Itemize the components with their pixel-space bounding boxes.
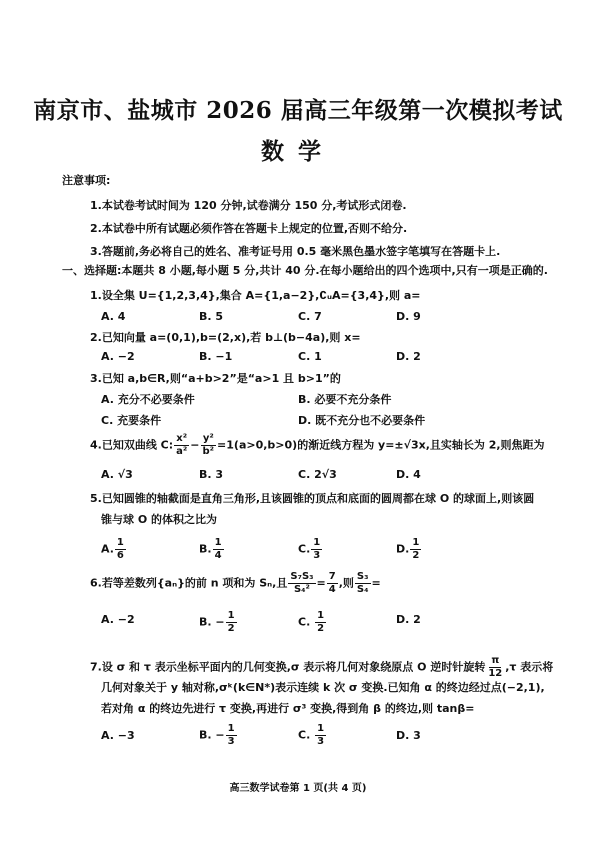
q5-b-num: 1 xyxy=(214,537,222,548)
q6-b-num: 1 xyxy=(227,610,235,621)
q5-d-den: 2 xyxy=(412,550,420,561)
q4-option-b: B. 3 xyxy=(199,468,224,481)
q5-c-num: 1 xyxy=(313,537,321,548)
q6-then: ,则 xyxy=(338,576,354,590)
section-heading: 一、选择题:本题共 8 小题,每小题 5 分,共计 40 分.在每小题给出的四个选项中,只有一项是正确的. xyxy=(62,264,548,277)
q5-a-den: 6 xyxy=(116,550,124,561)
q2-option-d: D. 2 xyxy=(396,350,421,363)
exam-subject: 数学 xyxy=(261,138,335,165)
q6-option-b xyxy=(199,610,238,635)
q4-stem-part1: 4.已知双曲线 C: xyxy=(90,438,174,452)
q2-option-c: C. 1 xyxy=(298,350,322,363)
q4-frac-y-num: y² xyxy=(202,433,214,444)
q4-frac-y-den: b² xyxy=(202,446,215,457)
q4-stem-part2: =1(a>0,b>0)的渐近线方程为 y=±√3x,且实轴长为 2,则焦距为 xyxy=(217,438,545,452)
q4-frac-x-num: x² xyxy=(176,433,188,444)
question-1-stem: 1.设全集 U={1,2,3,4},集合 A={1,a−2},∁ᵤA={3,4},则 a= xyxy=(90,289,421,302)
q4-frac-y xyxy=(201,433,217,458)
question-7-stem-line3: 若对角 α 的终边先进行 τ 变换,再进行 σ³ 变换,得到角 β 的终边,则 tanβ= xyxy=(101,702,475,715)
exam-title: 南京市、盐城市 2026 届高三年级第一次模拟考试 xyxy=(33,97,563,124)
question-6-stem xyxy=(90,571,381,596)
q4-option-a: A. √3 xyxy=(101,468,133,481)
q1-option-a: A. 4 xyxy=(101,310,126,323)
question-7-stem-line2: 几何对象关于 y 轴对称,σᵏ(k∈N*)表示连续 k 次 σ 变换.已知角 α 的终边经过点(−2,1), xyxy=(101,681,545,694)
q4-frac-x xyxy=(174,433,189,458)
question-5-stem-line2: 锥与球 O 的体积之比为 xyxy=(101,513,218,526)
q3-option-a: A. 充分不必要条件 xyxy=(101,393,195,406)
q7-option-d: D. 3 xyxy=(396,729,421,742)
q6-c-den: 2 xyxy=(317,623,325,634)
q7-option-b xyxy=(199,723,238,748)
q3-option-b: B. 必要不充分条件 xyxy=(298,393,392,406)
q6-option-c: C. $\frac{1}{2}$ xyxy=(298,610,325,634)
q5-option-b xyxy=(199,537,225,562)
q6-ask-num: S₃ xyxy=(356,571,369,582)
q5-a-num: 1 xyxy=(116,537,124,548)
q5-d-label: D. xyxy=(396,542,410,556)
q7-option-a: A. −3 xyxy=(101,729,135,742)
question-7-stem xyxy=(90,655,553,680)
q5-option-a xyxy=(101,537,127,562)
q6-seven: 7 xyxy=(328,571,336,582)
notes-heading: 注意事项: xyxy=(62,174,111,187)
q2-option-a: A. −2 xyxy=(101,350,135,363)
q5-a-label: A. xyxy=(101,542,114,556)
q5-c-den: 3 xyxy=(313,550,321,561)
q4-option-c: C. 2√3 xyxy=(298,468,337,481)
q6-b-label: B. − xyxy=(199,615,225,629)
q6-frac-num: S₇S₃ xyxy=(290,571,314,582)
q5-b-den: 4 xyxy=(214,550,222,561)
q5-option-c xyxy=(298,537,323,562)
q4-option-d: D. 4 xyxy=(396,468,421,481)
q3-option-d: D. 既不充分也不必要条件 xyxy=(298,414,426,427)
q5-d-num: 1 xyxy=(412,537,420,548)
question-5-stem: 5.已知圆锥的轴截面是直角三角形,且该圆锥的顶点和底面的圆周都在球 O 的球面上,则该圆 xyxy=(90,492,535,505)
q6-ask-eq: = xyxy=(371,576,381,590)
note-item-1: 1.本试卷考试时间为 120 分钟,试卷满分 150 分,考试形式闭卷. xyxy=(90,199,407,212)
note-item-3: 3.答题前,务必将自己的姓名、准考证号用 0.5 毫米黑色墨水签字笔填写在答题卡上. xyxy=(90,245,501,258)
q6-frac-den: S₄² xyxy=(293,584,310,595)
page-footer: 高三数学试卷第 1 页(共 4 页) xyxy=(229,783,367,794)
question-3-stem: 3.已知 a,b∈R,则“a+b>2”是“a>1 且 b>1”的 xyxy=(90,372,341,385)
q6-b-den: 2 xyxy=(227,623,235,634)
q3-option-c: C. 充要条件 xyxy=(101,414,162,427)
q5-c-label: C. xyxy=(298,542,311,556)
q2-option-b: B. −1 xyxy=(199,350,233,363)
question-2-stem: 2.已知向量 a=(0,1),b=(2,x),若 b⊥(b−4a),则 x= xyxy=(90,331,361,344)
q7-b-label: B. − xyxy=(199,728,225,742)
q7-stem-tail: ,τ 表示将 xyxy=(505,660,554,674)
q4-frac-x-den: a² xyxy=(176,446,188,457)
q7-b-num: 1 xyxy=(227,723,235,734)
q6-four: 4 xyxy=(328,584,336,595)
q1-option-b: B. 5 xyxy=(199,310,224,323)
q7-option-c: C. $\frac{1}{3}$ xyxy=(298,723,325,747)
q1-option-c: C. 7 xyxy=(298,310,322,323)
q7-c-den: 3 xyxy=(317,736,325,747)
q7-stem-part1: 7.设 σ 和 τ 表示坐标平面内的几何变换,σ 表示将几何对象绕原点 O 逆时针旋转 xyxy=(90,660,486,674)
q6-stem-part1: 6.若等差数列{aₙ}的前 n 项和为 Sₙ,且 xyxy=(90,576,288,590)
q1-option-d: D. 9 xyxy=(396,310,421,323)
q6-equals: = xyxy=(316,576,326,590)
q5-b-label: B. xyxy=(199,542,212,556)
q5-option-d xyxy=(396,537,422,562)
note-item-2: 2.本试卷中所有试题必须作答在答题卡上规定的位置,否则不给分. xyxy=(90,222,408,235)
q6-c-num: 1 xyxy=(317,610,325,621)
q6-ask-den: S₄ xyxy=(356,584,369,595)
q7-c-num: 1 xyxy=(317,723,325,734)
q6-option-a: A. −2 xyxy=(101,613,135,626)
question-4-stem: 4.已知双曲线 C: $\frac{\text{x²}}{\text{a²}}$ − $\frac{\text{y²}}{\text{b²}}$ =1(a>0,b>0)的渐近线方程为 y=±√3x,且实轴长为 2,则焦距为 xyxy=(90,433,545,457)
q7-twelve: 12 xyxy=(488,668,503,679)
q7-b-den: 3 xyxy=(227,736,235,747)
q6-option-d: D. 2 xyxy=(396,613,421,626)
q7-pi: π xyxy=(491,655,500,666)
